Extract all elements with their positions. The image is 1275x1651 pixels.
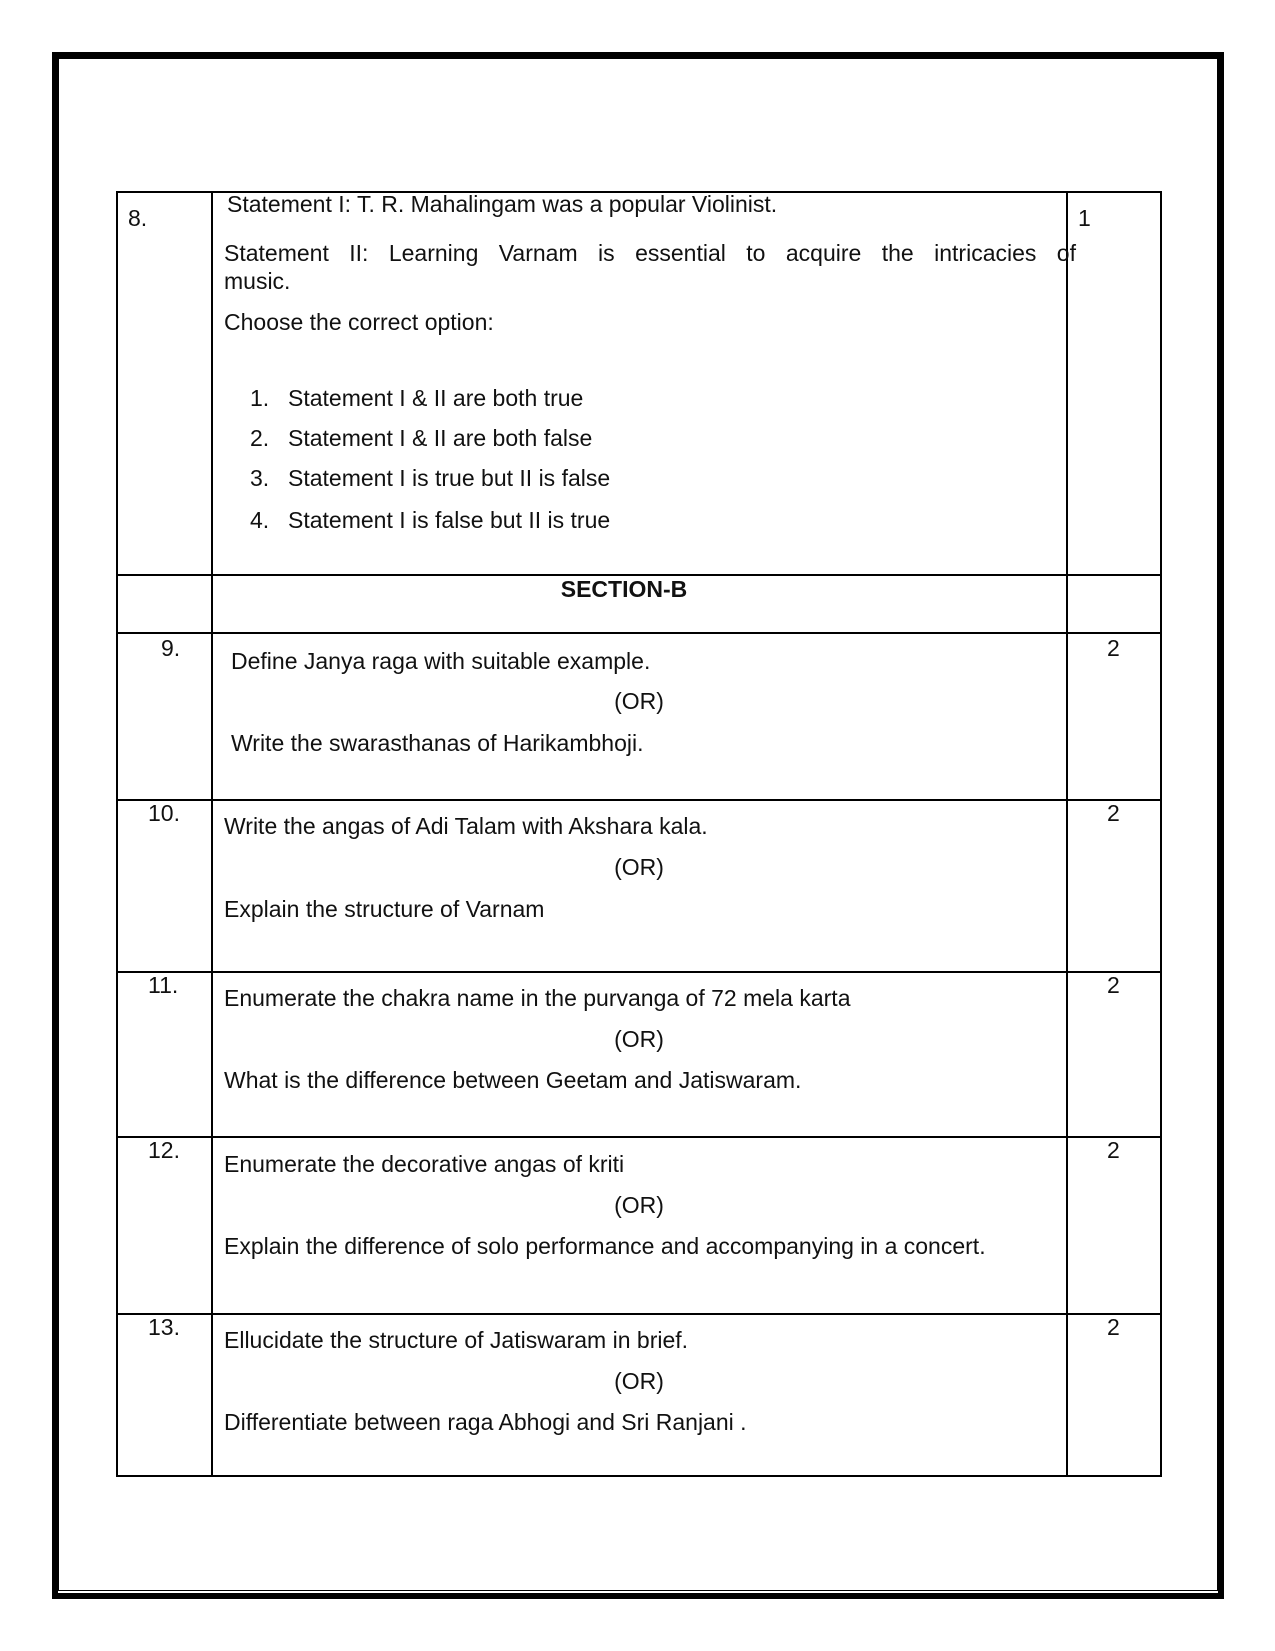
question-number: 12. <box>148 1137 180 1163</box>
question-number: 8. <box>128 205 148 231</box>
question-text: Enumerate the decorative angas of kriti <box>224 1151 625 1177</box>
table-rule <box>116 1475 1162 1477</box>
table-rule <box>116 1136 1162 1138</box>
option-text: Statement I is true but II is false <box>288 465 611 491</box>
table-rule <box>116 632 1162 634</box>
alternative-text: Explain the difference of solo performance and accompanying in a concert. <box>224 1233 986 1259</box>
prompt: Choose the correct option: <box>224 309 494 335</box>
question-text: Enumerate the chakra name in the purvanga of 72 mela karta <box>224 985 851 1011</box>
question-marks: 2 <box>1107 972 1120 998</box>
question-marks: 1 <box>1078 205 1091 231</box>
section-heading: SECTION-B <box>560 576 688 602</box>
or-label: (OR) <box>614 1192 664 1218</box>
table-col-rule <box>1066 191 1068 1477</box>
question-number: 13. <box>148 1314 180 1340</box>
table-col-rule <box>116 191 118 1477</box>
question-number: 9. <box>161 635 181 661</box>
table-rule <box>116 971 1162 973</box>
alternative-text: Write the swarasthanas of Harikambhoji. <box>231 730 644 756</box>
question-number: 10. <box>148 800 180 826</box>
or-label: (OR) <box>614 1368 664 1394</box>
alternative-text: Explain the structure of Varnam <box>224 896 545 922</box>
statement-2: Statement II: Learning Varnam is essential to acquire the intricacies of <box>224 240 1076 266</box>
table-rule <box>116 1313 1162 1315</box>
statement-1: Statement I: T. R. Mahalingam was a popular Violinist. <box>227 191 778 217</box>
question-number: 11. <box>148 972 179 998</box>
statement-2-cont: music. <box>224 268 291 294</box>
question-text: Write the angas of Adi Talam with Akshara kala. <box>224 813 708 839</box>
option-number: 1. <box>250 385 270 411</box>
option-number: 4. <box>250 507 270 533</box>
option-number: 3. <box>250 465 270 491</box>
question-marks: 2 <box>1107 1314 1120 1340</box>
table-col-rule <box>211 191 213 1477</box>
option-number: 2. <box>250 425 270 451</box>
or-label: (OR) <box>614 1026 664 1052</box>
alternative-text: Differentiate between raga Abhogi and Sri Ranjani . <box>224 1409 747 1435</box>
table-col-rule <box>1160 191 1162 1477</box>
question-text: Ellucidate the structure of Jatiswaram in brief. <box>224 1327 689 1353</box>
question-marks: 2 <box>1107 800 1120 826</box>
question-marks: 2 <box>1107 1137 1120 1163</box>
question-text: Define Janya raga with suitable example. <box>231 648 651 674</box>
option-text: Statement I is false but II is true <box>288 507 611 533</box>
alternative-text: What is the difference between Geetam and Jatiswaram. <box>224 1067 802 1093</box>
option-text: Statement I & II are both false <box>288 425 593 451</box>
or-label: (OR) <box>614 854 664 880</box>
option-text: Statement I & II are both true <box>288 385 584 411</box>
question-marks: 2 <box>1107 635 1120 661</box>
or-label: (OR) <box>614 688 664 714</box>
table-rule <box>116 799 1162 801</box>
